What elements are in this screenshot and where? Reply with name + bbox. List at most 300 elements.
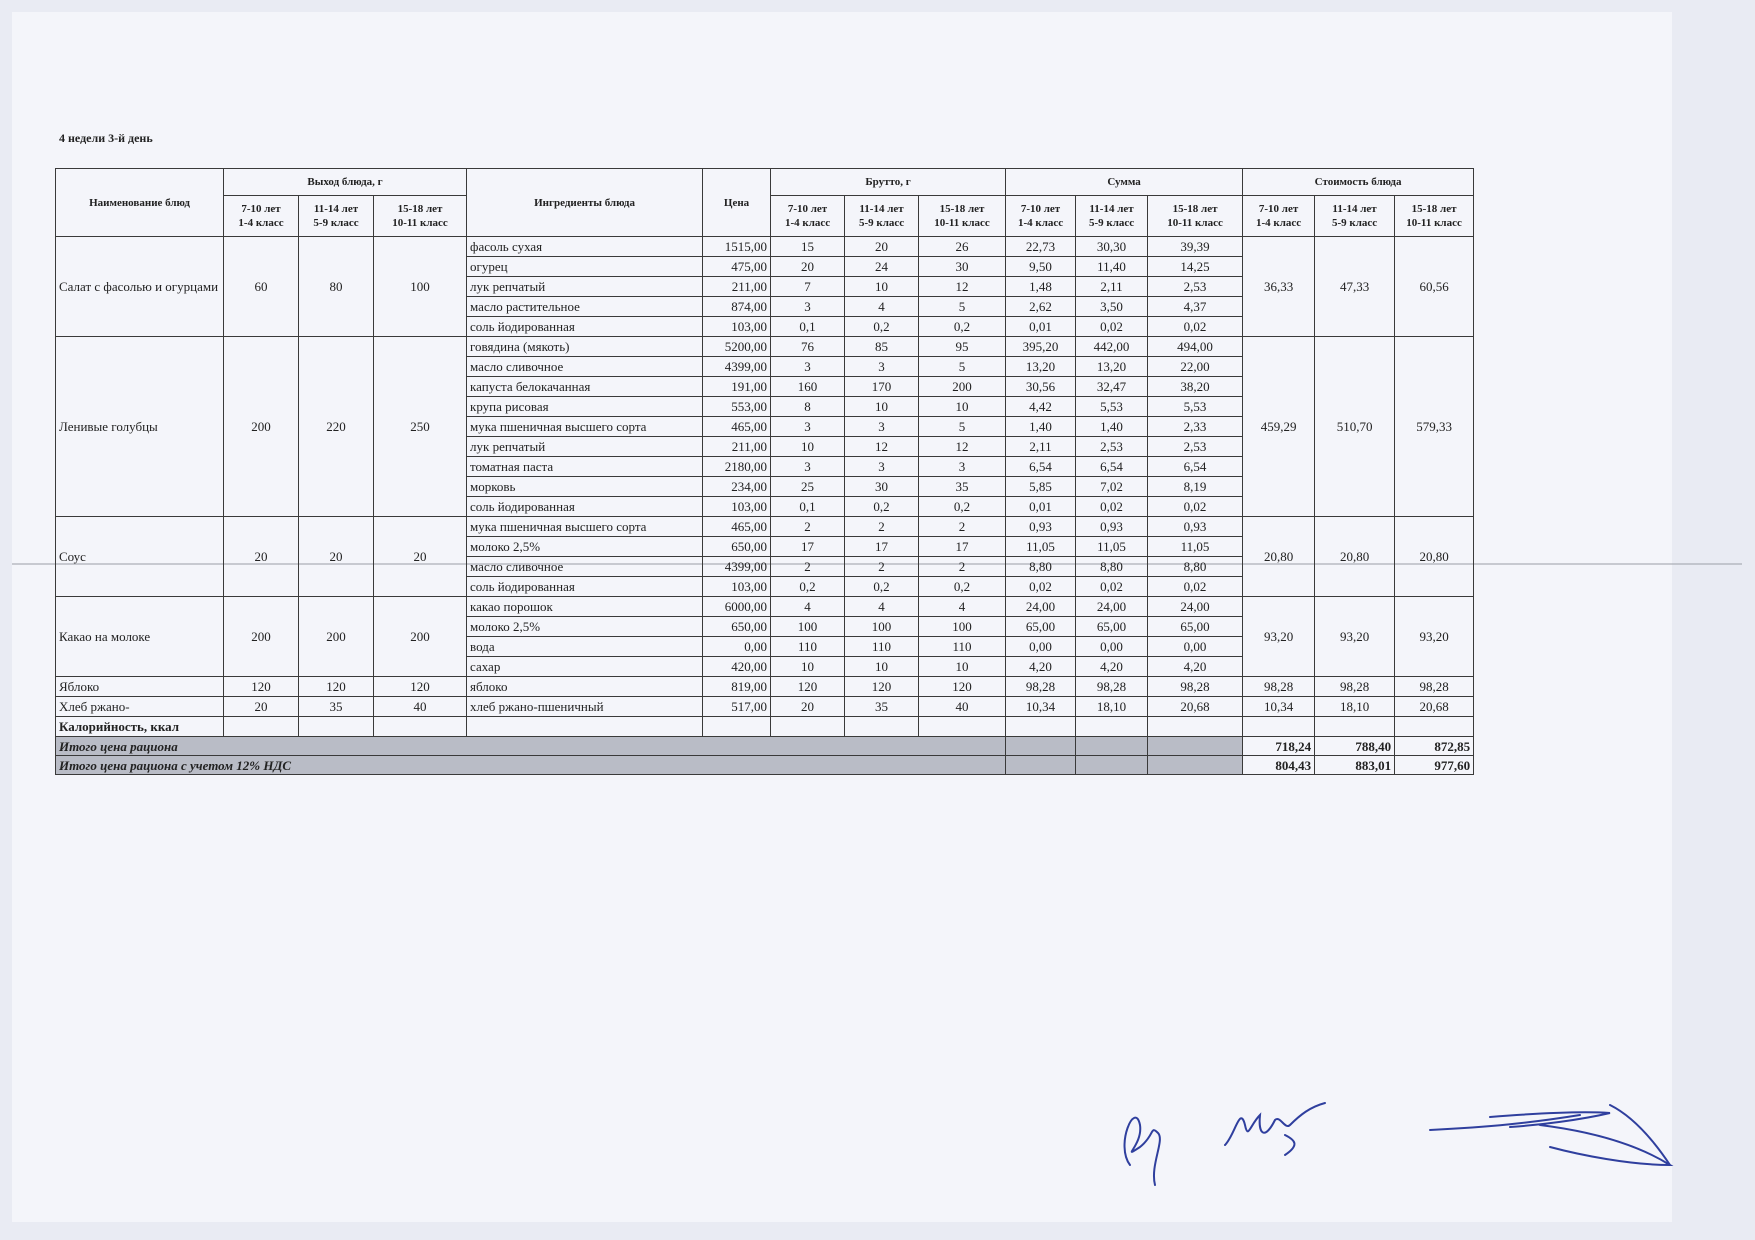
- total-label: Итого цена рациона с учетом 12% НДС: [56, 756, 1006, 775]
- age-label: 15-18 лет: [1411, 203, 1457, 215]
- ingredient-sum: 11,05: [1076, 537, 1148, 557]
- ingredient-gross: 20: [771, 257, 845, 277]
- total-value: 804,43: [1243, 756, 1315, 775]
- dish-yield: 100: [374, 237, 467, 337]
- ingredient-gross: 200: [919, 377, 1006, 397]
- header-yield-age-3: [374, 196, 467, 237]
- kcal-cell: [1243, 717, 1315, 737]
- ingredient-gross: 8: [771, 397, 845, 417]
- header-yield-age-1: [224, 196, 299, 237]
- ingredient-sum: 10,34: [1006, 697, 1076, 717]
- ingredient-gross: 110: [919, 637, 1006, 657]
- kcal-cell: [1395, 717, 1474, 737]
- ingredient-sum: 2,53: [1076, 437, 1148, 457]
- ingredient-price: 465,00: [703, 417, 771, 437]
- menu-body: [56, 237, 1474, 775]
- header-price: Цена: [703, 169, 771, 237]
- ingredient-gross: 2: [919, 517, 1006, 537]
- dish-yield: 120: [299, 677, 374, 697]
- ingredient-sum: 1,40: [1006, 417, 1076, 437]
- ingredient-name: огурец: [467, 257, 703, 277]
- ingredient-gross: 160: [771, 377, 845, 397]
- ingredient-sum: 0,93: [1006, 517, 1076, 537]
- ingredient-gross: 0,2: [919, 577, 1006, 597]
- ingredient-sum: 13,20: [1006, 357, 1076, 377]
- dish-yield: 120: [224, 677, 299, 697]
- age-label: 11-14 лет: [859, 203, 904, 215]
- ingredient-sum: 0,02: [1076, 577, 1148, 597]
- ingredient-sum: 32,47: [1076, 377, 1148, 397]
- ingredient-gross: 3: [845, 417, 919, 437]
- ingredient-name: соль йодированная: [467, 317, 703, 337]
- kcal-cell: [919, 717, 1006, 737]
- ingredient-sum: 24,00: [1076, 597, 1148, 617]
- ingredient-gross: 2: [771, 557, 845, 577]
- ingredient-gross: 15: [771, 237, 845, 257]
- ingredient-sum: 4,20: [1006, 657, 1076, 677]
- dish-cost: 20,80: [1395, 517, 1474, 597]
- ingredient-gross: 12: [919, 277, 1006, 297]
- ingredient-gross: 10: [845, 277, 919, 297]
- ingredient-sum: 3,50: [1076, 297, 1148, 317]
- header-gross-age-1: [771, 196, 845, 237]
- dish-yield: 60: [224, 237, 299, 337]
- class-label: 10-11 класс: [392, 217, 448, 229]
- ingredient-sum: 30,56: [1006, 377, 1076, 397]
- ingredient-sum: 5,53: [1148, 397, 1243, 417]
- kcal-cell: [224, 717, 299, 737]
- kcal-cell: [299, 717, 374, 737]
- ingredient-sum: 0,00: [1006, 637, 1076, 657]
- ingredient-gross: 35: [919, 477, 1006, 497]
- age-label: 7-10 лет: [241, 203, 281, 215]
- ingredient-sum: 5,85: [1006, 477, 1076, 497]
- kcal-cell: [1315, 717, 1395, 737]
- ingredient-sum: 4,37: [1148, 297, 1243, 317]
- total-label: Итого цена рациона: [56, 737, 1006, 756]
- ingredient-sum: 98,28: [1006, 677, 1076, 697]
- ingredient-sum: 6,54: [1076, 457, 1148, 477]
- ingredient-name: мука пшеничная высшего сорта: [467, 417, 703, 437]
- ingredient-gross: 100: [919, 617, 1006, 637]
- ingredient-name: масло сливочное: [467, 557, 703, 577]
- ingredient-sum: 2,62: [1006, 297, 1076, 317]
- ingredient-gross: 3: [919, 457, 1006, 477]
- ingredient-sum: 22,73: [1006, 237, 1076, 257]
- class-label: 10-11 класс: [934, 217, 990, 229]
- ingredient-sum: 0,01: [1006, 497, 1076, 517]
- class-label: 1-4 класс: [1017, 217, 1064, 229]
- dish-yield: 250: [374, 337, 467, 517]
- ingredient-gross: 100: [771, 617, 845, 637]
- ingredient-name: яблоко: [467, 677, 703, 697]
- ingredient-price: 103,00: [703, 497, 771, 517]
- ingredient-sum: 2,33: [1148, 417, 1243, 437]
- ingredient-gross: 0,2: [919, 317, 1006, 337]
- ingredient-gross: 40: [919, 697, 1006, 717]
- ingredient-sum: 6,54: [1148, 457, 1243, 477]
- ingredient-sum: 22,00: [1148, 357, 1243, 377]
- ingredient-price: 517,00: [703, 697, 771, 717]
- ingredient-gross: 120: [845, 677, 919, 697]
- ingredient-gross: 10: [919, 657, 1006, 677]
- table-row: [56, 677, 1474, 697]
- ingredient-gross: 0,2: [919, 497, 1006, 517]
- kcal-cell: [703, 717, 771, 737]
- ingredient-sum: 8,80: [1076, 557, 1148, 577]
- dish-yield: 200: [224, 337, 299, 517]
- dish-yield: 200: [299, 597, 374, 677]
- class-label: 1-4 класс: [784, 217, 831, 229]
- ingredient-gross: 3: [771, 457, 845, 477]
- total-blank: [1148, 737, 1243, 756]
- ingredient-gross: 26: [919, 237, 1006, 257]
- header-yield-age-2: [299, 196, 374, 237]
- total-row: [56, 737, 1474, 756]
- ingredient-gross: 4: [845, 297, 919, 317]
- class-label: 5-9 класс: [858, 217, 905, 229]
- ingredient-gross: 0,2: [845, 497, 919, 517]
- ingredient-gross: 4: [919, 597, 1006, 617]
- dish-cost: 93,20: [1395, 597, 1474, 677]
- ingredient-gross: 0,2: [771, 577, 845, 597]
- dish-cost: 20,80: [1243, 517, 1315, 597]
- table-row: [56, 697, 1474, 717]
- ingredient-gross: 30: [919, 257, 1006, 277]
- ingredient-sum: 0,00: [1148, 637, 1243, 657]
- header-yield: Выход блюда, г: [224, 169, 467, 196]
- ingredient-gross: 20: [771, 697, 845, 717]
- total-blank: [1076, 737, 1148, 756]
- ingredient-gross: 24: [845, 257, 919, 277]
- dish-cost: 93,20: [1243, 597, 1315, 677]
- kcal-label: Калорийность, ккал: [56, 717, 224, 737]
- header-sum: Сумма: [1006, 169, 1243, 196]
- ingredient-gross: 3: [771, 417, 845, 437]
- class-label: 10-11 класс: [1406, 217, 1462, 229]
- ingredient-gross: 3: [845, 357, 919, 377]
- dish-yield: 200: [224, 597, 299, 677]
- ingredient-price: 465,00: [703, 517, 771, 537]
- ingredient-gross: 10: [845, 397, 919, 417]
- ingredient-sum: 2,53: [1148, 437, 1243, 457]
- ingredient-price: 6000,00: [703, 597, 771, 617]
- ingredient-gross: 12: [919, 437, 1006, 457]
- dish-yield: 200: [374, 597, 467, 677]
- ingredient-gross: 120: [771, 677, 845, 697]
- ingredient-sum: 0,02: [1006, 577, 1076, 597]
- ingredient-sum: 0,93: [1148, 517, 1243, 537]
- header-cost-age-1: [1243, 196, 1315, 237]
- header-cost-age-2: [1315, 196, 1395, 237]
- header-sum-age-3: [1148, 196, 1243, 237]
- ingredient-sum: 9,50: [1006, 257, 1076, 277]
- ingredient-gross: 7: [771, 277, 845, 297]
- ingredient-sum: 24,00: [1148, 597, 1243, 617]
- header-dish: Наименование блюд: [56, 169, 224, 237]
- ingredient-sum: 4,20: [1148, 657, 1243, 677]
- ingredient-sum: 4,20: [1076, 657, 1148, 677]
- ingredient-gross: 5: [919, 357, 1006, 377]
- header-sum-age-1: [1006, 196, 1076, 237]
- ingredient-gross: 25: [771, 477, 845, 497]
- table-row: [56, 237, 1474, 257]
- ingredient-gross: 35: [845, 697, 919, 717]
- kcal-cell: [374, 717, 467, 737]
- ingredient-name: крупа рисовая: [467, 397, 703, 417]
- signature-3: [1430, 1105, 1670, 1165]
- dish-cost: 510,70: [1315, 337, 1395, 517]
- total-blank: [1006, 756, 1076, 775]
- age-label: 15-18 лет: [939, 203, 985, 215]
- ingredient-gross: 17: [919, 537, 1006, 557]
- ingredient-sum: 13,20: [1076, 357, 1148, 377]
- dish-name: Ленивые голубцы: [56, 337, 224, 517]
- class-label: 5-9 класс: [313, 217, 359, 229]
- ingredient-name: томатная паста: [467, 457, 703, 477]
- class-label: 10-11 класс: [1167, 217, 1223, 229]
- ingredient-sum: 0,02: [1076, 317, 1148, 337]
- total-blank: [1006, 737, 1076, 756]
- ingredient-gross: 85: [845, 337, 919, 357]
- dish-cost: 10,34: [1243, 697, 1315, 717]
- age-label: 15-18 лет: [397, 203, 443, 215]
- dish-name: Салат с фасолью и огурцами: [56, 237, 224, 337]
- ingredient-sum: 38,20: [1148, 377, 1243, 397]
- ingredient-sum: 0,02: [1148, 317, 1243, 337]
- ingredient-gross: 0,2: [845, 317, 919, 337]
- ingredient-gross: 2: [919, 557, 1006, 577]
- ingredient-gross: 10: [771, 437, 845, 457]
- ingredient-gross: 95: [919, 337, 1006, 357]
- ingredient-gross: 17: [771, 537, 845, 557]
- total-value: 977,60: [1395, 756, 1474, 775]
- ingredient-gross: 76: [771, 337, 845, 357]
- ingredient-sum: 0,02: [1076, 497, 1148, 517]
- ingredient-gross: 3: [771, 297, 845, 317]
- ingredient-name: соль йодированная: [467, 577, 703, 597]
- ingredient-price: 234,00: [703, 477, 771, 497]
- ingredient-gross: 0,1: [771, 317, 845, 337]
- ingredient-name: морковь: [467, 477, 703, 497]
- ingredient-price: 874,00: [703, 297, 771, 317]
- kcal-cell: [1148, 717, 1243, 737]
- ingredient-name: фасоль сухая: [467, 237, 703, 257]
- ingredient-sum: 4,42: [1006, 397, 1076, 417]
- ingredient-name: хлеб ржано-пшеничный: [467, 697, 703, 717]
- signature-2: [1225, 1103, 1325, 1155]
- ingredient-price: 211,00: [703, 437, 771, 457]
- ingredient-sum: 0,02: [1148, 577, 1243, 597]
- ingredient-sum: 6,54: [1006, 457, 1076, 477]
- ingredient-price: 0,00: [703, 637, 771, 657]
- signature-1: [1125, 1118, 1160, 1185]
- age-label: 7-10 лет: [787, 203, 828, 215]
- total-value: 718,24: [1243, 737, 1315, 756]
- ingredient-gross: 110: [771, 637, 845, 657]
- ingredient-name: какао порошок: [467, 597, 703, 617]
- dish-yield: 20: [374, 517, 467, 597]
- ingredient-sum: 11,05: [1006, 537, 1076, 557]
- ingredient-price: 191,00: [703, 377, 771, 397]
- ingredient-gross: 2: [771, 517, 845, 537]
- ingredient-gross: 10: [845, 657, 919, 677]
- dish-cost: 36,33: [1243, 237, 1315, 337]
- ingredient-sum: 2,11: [1076, 277, 1148, 297]
- ingredient-gross: 0,2: [845, 577, 919, 597]
- ingredient-price: 650,00: [703, 537, 771, 557]
- ingredient-sum: 11,40: [1076, 257, 1148, 277]
- ingredient-price: 1515,00: [703, 237, 771, 257]
- ingredient-sum: 1,40: [1076, 417, 1148, 437]
- header-sum-age-2: [1076, 196, 1148, 237]
- ingredient-price: 4399,00: [703, 357, 771, 377]
- class-label: 5-9 класс: [1088, 217, 1135, 229]
- total-blank: [1076, 756, 1148, 775]
- ingredient-gross: 100: [845, 617, 919, 637]
- header-gross-age-2: [845, 196, 919, 237]
- dish-name: Соус: [56, 517, 224, 597]
- age-label: 7-10 лет: [1020, 203, 1061, 215]
- ingredient-sum: 2,11: [1006, 437, 1076, 457]
- ingredient-gross: 17: [845, 537, 919, 557]
- dish-cost: 98,28: [1315, 677, 1395, 697]
- ingredient-gross: 3: [771, 357, 845, 377]
- ingredient-price: 819,00: [703, 677, 771, 697]
- ingredient-sum: 8,19: [1148, 477, 1243, 497]
- ingredient-gross: 5: [919, 297, 1006, 317]
- ingredient-sum: 30,30: [1076, 237, 1148, 257]
- ingredient-price: 103,00: [703, 317, 771, 337]
- ingredient-sum: 8,80: [1006, 557, 1076, 577]
- header-ingredients: Ингредиенты блюда: [467, 169, 703, 237]
- page-heading: 4 недели 3-й день: [59, 131, 153, 145]
- kcal-cell: [1076, 717, 1148, 737]
- ingredient-name: лук репчатый: [467, 437, 703, 457]
- ingredient-name: молоко 2,5%: [467, 617, 703, 637]
- ingredient-sum: 395,20: [1006, 337, 1076, 357]
- ingredient-sum: 0,02: [1148, 497, 1243, 517]
- ingredient-sum: 20,68: [1148, 697, 1243, 717]
- ingredient-gross: 3: [845, 457, 919, 477]
- dish-cost: 20,80: [1315, 517, 1395, 597]
- age-label: 11-14 лет: [1089, 203, 1134, 215]
- header-gross: Брутто, г: [771, 169, 1006, 196]
- dish-cost: 60,56: [1395, 237, 1474, 337]
- ingredient-gross: 120: [919, 677, 1006, 697]
- ingredient-sum: 65,00: [1148, 617, 1243, 637]
- dish-cost: 18,10: [1315, 697, 1395, 717]
- class-label: 1-4 класс: [1255, 217, 1302, 229]
- ingredient-name: лук репчатый: [467, 277, 703, 297]
- total-value: 788,40: [1315, 737, 1395, 756]
- ingredient-gross: 2: [845, 517, 919, 537]
- ingredient-sum: 5,53: [1076, 397, 1148, 417]
- ingredient-sum: 98,28: [1148, 677, 1243, 697]
- ingredient-sum: 0,93: [1076, 517, 1148, 537]
- table-row: [56, 597, 1474, 617]
- ingredient-price: 211,00: [703, 277, 771, 297]
- ingredient-name: масло растительное: [467, 297, 703, 317]
- ingredient-name: сахар: [467, 657, 703, 677]
- ingredient-sum: 18,10: [1076, 697, 1148, 717]
- kcal-row: [56, 717, 1474, 737]
- class-label: 1-4 класс: [238, 217, 284, 229]
- ingredient-sum: 11,05: [1148, 537, 1243, 557]
- ingredient-gross: 30: [845, 477, 919, 497]
- table-row: [56, 337, 1474, 357]
- signatures: [1110, 1085, 1710, 1195]
- dish-cost: 98,28: [1243, 677, 1315, 697]
- ingredient-sum: 2,53: [1148, 277, 1243, 297]
- ingredient-sum: 494,00: [1148, 337, 1243, 357]
- ingredient-sum: 65,00: [1006, 617, 1076, 637]
- ingredient-gross: 170: [845, 377, 919, 397]
- ingredient-gross: 5: [919, 417, 1006, 437]
- total-value: 883,01: [1315, 756, 1395, 775]
- ingredient-gross: 4: [845, 597, 919, 617]
- header-gross-age-3: [919, 196, 1006, 237]
- dish-yield: 20: [224, 517, 299, 597]
- ingredient-gross: 10: [919, 397, 1006, 417]
- dish-cost: 579,33: [1395, 337, 1474, 517]
- ingredient-sum: 65,00: [1076, 617, 1148, 637]
- dish-name: Яблоко: [56, 677, 224, 697]
- total-value: 872,85: [1395, 737, 1474, 756]
- kcal-cell: [771, 717, 845, 737]
- dish-yield: 220: [299, 337, 374, 517]
- dish-yield: 35: [299, 697, 374, 717]
- dish-yield: 40: [374, 697, 467, 717]
- dish-cost: 47,33: [1315, 237, 1395, 337]
- ingredient-price: 103,00: [703, 577, 771, 597]
- age-label: 15-18 лет: [1172, 203, 1218, 215]
- ingredient-name: говядина (мякоть): [467, 337, 703, 357]
- ingredient-gross: 110: [845, 637, 919, 657]
- ingredient-sum: 442,00: [1076, 337, 1148, 357]
- total-blank: [1148, 756, 1243, 775]
- dish-yield: 80: [299, 237, 374, 337]
- ingredient-price: 475,00: [703, 257, 771, 277]
- ingredient-name: молоко 2,5%: [467, 537, 703, 557]
- ingredient-sum: 0,01: [1006, 317, 1076, 337]
- ingredient-gross: 4: [771, 597, 845, 617]
- ingredient-price: 650,00: [703, 617, 771, 637]
- ingredient-sum: 98,28: [1076, 677, 1148, 697]
- ingredient-gross: 2: [845, 557, 919, 577]
- ingredient-sum: 24,00: [1006, 597, 1076, 617]
- kcal-cell: [467, 717, 703, 737]
- ingredient-name: вода: [467, 637, 703, 657]
- ingredient-price: 2180,00: [703, 457, 771, 477]
- ingredient-sum: 1,48: [1006, 277, 1076, 297]
- ingredient-gross: 12: [845, 437, 919, 457]
- ingredient-price: 5200,00: [703, 337, 771, 357]
- ingredient-sum: 0,00: [1076, 637, 1148, 657]
- dish-cost: 20,68: [1395, 697, 1474, 717]
- class-label: 5-9 класс: [1331, 217, 1378, 229]
- dish-cost: 459,29: [1243, 337, 1315, 517]
- kcal-cell: [845, 717, 919, 737]
- ingredient-name: масло сливочное: [467, 357, 703, 377]
- dish-name: Какао на молоке: [56, 597, 224, 677]
- dish-cost: 98,28: [1395, 677, 1474, 697]
- ingredient-gross: 10: [771, 657, 845, 677]
- ingredient-sum: 8,80: [1148, 557, 1243, 577]
- header-cost: Стоимость блюда: [1243, 169, 1474, 196]
- ingredient-price: 4399,00: [703, 557, 771, 577]
- header-cost-age-3: [1395, 196, 1474, 237]
